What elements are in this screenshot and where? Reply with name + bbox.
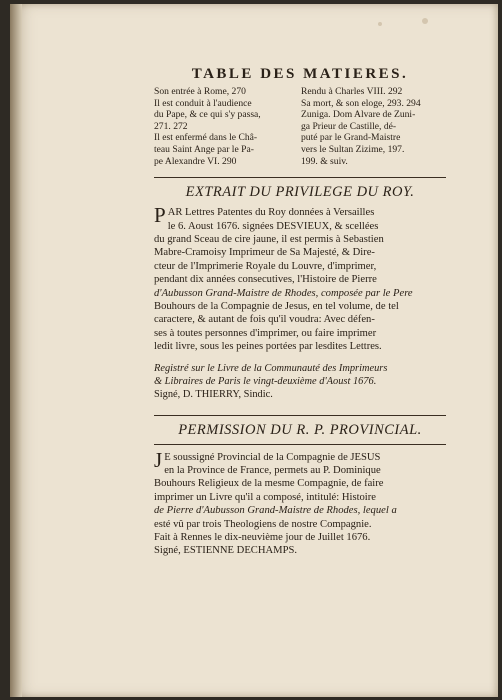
text-line: pendant dix années consecutives, l'Histoire de Pierre — [154, 274, 377, 286]
toc-entry: puté par le Grand-Maistre — [301, 132, 401, 144]
toc-entry: Il est enfermé dans le Châ- — [154, 132, 258, 144]
text-line: de Pierre d'Aubusson Grand-Maistre de Rhodes, lequel a — [154, 505, 397, 517]
toc-entry: 271. 272 — [154, 120, 188, 132]
toc-entry: du Pape, & ce qui s'y passa, — [154, 109, 261, 121]
toc-entry: Sa mort, & son eloge, 293. 294 — [301, 97, 421, 109]
text-line: Bouhours Religieux de la mesme Compagnie, de faire — [154, 478, 384, 490]
toc-columns — [154, 86, 446, 167]
text-line: en la Province de France, permets au P. Dominique — [164, 465, 381, 477]
drop-capital: J — [154, 447, 163, 472]
text-line: caractere, & autant de fois qu'il voudra: Avec défen- — [154, 314, 375, 326]
toc-entry: vers le Sultan Zizime, 197. — [301, 143, 405, 155]
toc-entry: pe Alexandre VI. 290 — [154, 155, 237, 167]
permission-title: PERMISSION DU R. P. PROVINCIAL. — [178, 421, 422, 438]
text-line: ledit livre, sous les peines portées par lesdites Lettres. — [154, 341, 382, 353]
extrait-paragraph — [154, 203, 446, 353]
drop-capital: P — [154, 203, 166, 228]
book-page — [10, 4, 498, 697]
section-divider — [154, 177, 446, 178]
toc-entry: Il est conduit à l'audience — [154, 97, 252, 109]
text-line: Bouhours de la Compagnie de Jesus, en tel volume, de tel — [154, 301, 399, 312]
text-line: Signé, ESTIENNE DECHAMPS. — [154, 545, 298, 557]
text-line: d'Aubusson Grand-Maistre de Rhodes, composée par le Pere — [154, 287, 413, 299]
text-line: esté vû par trois Theologiens de nostre Compagnie. — [154, 518, 372, 530]
toc-entry: Rendu à Charles VIII. 292 — [301, 86, 403, 97]
toc-left-column — [154, 86, 299, 167]
text-line: imprimer un Livre qu'il a composé, intitulé: Histoire — [154, 491, 376, 503]
text-line: Mabre-Cramoisy Imprimeur de Sa Majesté, & Dire- — [154, 247, 375, 259]
text-line: cteur de l'Imprimerie Royale du Louvre, d'imprimer, — [154, 260, 377, 272]
text-line: du grand Sceau de cire jaune, il est permis à Sebastien — [154, 233, 384, 245]
section-divider — [154, 415, 446, 416]
toc-entry: ga Prieur de Castille, dé- — [301, 120, 397, 132]
paper-spot — [378, 22, 382, 26]
toc-entry: 199. & suiv. — [301, 155, 348, 167]
toc-title: TABLE DES MATIERES. — [191, 66, 409, 82]
extrait-title: EXTRAIT DU PRIVILEGE DU ROY. — [185, 184, 415, 201]
permission-paragraph — [154, 447, 446, 558]
text-line: ses à toutes personnes d'imprimer, ou faire imprimer — [154, 327, 377, 339]
text-line: Fait à Rennes le dix-neuvième jour de Juillet 1676. — [154, 532, 371, 544]
toc-entry: Son entrée à Rome, 270 — [154, 86, 246, 97]
page-content — [154, 66, 446, 558]
toc-right-column — [301, 86, 446, 167]
toc-entry: teau Saint Ange par le Pa- — [154, 143, 254, 155]
signature-line: Signé, D. THIERRY, Sindic. — [154, 388, 273, 400]
toc-entry: Zuniga. Dom Alvare de Zuni- — [301, 109, 416, 121]
registre-line: & Libraires de Paris le vingt-deuxième d'Aoust 1676. — [154, 375, 377, 387]
page-spine-shadow — [10, 4, 22, 697]
text-line: AR Lettres Patentes du Roy données à Versailles — [167, 207, 375, 219]
registre-note — [154, 362, 446, 401]
text-line: E soussigné Provincial de la Compagnie de JESUS — [164, 451, 381, 463]
registre-line: Registré sur le Livre de la Communauté des Imprimeurs — [154, 362, 388, 374]
paper-spot — [422, 18, 428, 24]
title-underline — [154, 444, 446, 445]
text-line: le 6. Aoust 1676. signées DESVIEUX, & scellées — [167, 220, 379, 232]
